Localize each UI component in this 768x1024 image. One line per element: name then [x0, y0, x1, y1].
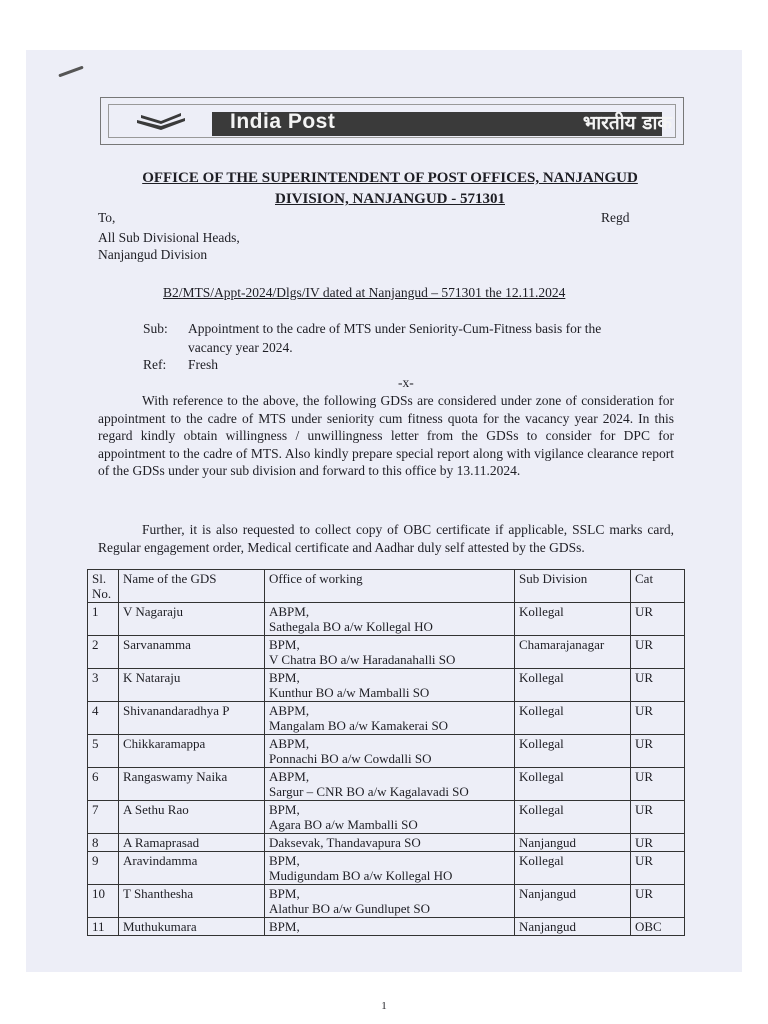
- cell-name: V Nagaraju: [119, 603, 265, 636]
- cell-sl: 3: [88, 669, 119, 702]
- cell-office: BPM,: [265, 918, 515, 936]
- cell-category: UR: [631, 801, 685, 834]
- reference-value: Fresh: [188, 357, 218, 372]
- cell-name: A Sethu Rao: [119, 801, 265, 834]
- cell-name: Chikkaramappa: [119, 735, 265, 768]
- cell-sl: 1: [88, 603, 119, 636]
- body-paragraph-2: Further, it is also requested to collect copy of OBC certificate if applicable, SSLC marks card, Regular engagement order, Medical certificate and Aadhar duly self attested by the GDSs.: [98, 522, 674, 555]
- cell-office: ABPM, Sargur – CNR BO a/w Kagalavadi SO: [265, 768, 515, 801]
- cell-sl: 9: [88, 852, 119, 885]
- header-name: Name of the GDS: [119, 570, 265, 603]
- table-header-row: [88, 570, 685, 603]
- cell-name: T Shanthesha: [119, 885, 265, 918]
- brand-name-hindi: भारतीय डाक: [582, 112, 672, 134]
- office-title-line1: OFFICE OF THE SUPERINTENDENT OF POST OFFICES, NANJANGUD: [142, 170, 638, 186]
- table-row: [88, 852, 685, 885]
- office-title-line2: DIVISION, NANJANGUD - 571301: [274, 191, 505, 207]
- table-row: [88, 603, 685, 636]
- memo-reference: B2/MTS/Appt-2024/Dlgs/IV dated at Nanjangud – 571301 the 12.11.2024: [163, 285, 566, 300]
- cell-category: UR: [631, 603, 685, 636]
- header-office: Office of working: [265, 570, 515, 603]
- cell-sub-division: Kollegal: [515, 852, 631, 885]
- cell-name: Aravindamma: [119, 852, 265, 885]
- cell-sl: 8: [88, 834, 119, 852]
- cell-category: UR: [631, 669, 685, 702]
- cell-sl: 11: [88, 918, 119, 936]
- cell-category: UR: [631, 768, 685, 801]
- cell-office: ABPM, Sathegala BO a/w Kollegal HO: [265, 603, 515, 636]
- cell-sub-division: Kollegal: [515, 702, 631, 735]
- gds-table: [87, 569, 685, 936]
- body-paragraph-1: With reference to the above, the following GDSs are considered under zone of consideration for appointment to the cadre of MTS under seniority cum fitness quota for the vacancy year 2024. In this regard kindly obtain willingness / unwillingness letter from the GDSs to consider for DPC for appointment to the cadre of MTS. Also kindly prepare special report along with vigilance clearance report of the GDSs under your sub division and forward to this office by 13.11.2024.: [98, 393, 674, 478]
- cell-sub-division: Chamarajanagar: [515, 636, 631, 669]
- cell-name: Sarvanamma: [119, 636, 265, 669]
- table-row: [88, 636, 685, 669]
- cell-category: UR: [631, 885, 685, 918]
- subject-label: Sub:: [143, 321, 168, 336]
- cell-category: UR: [631, 834, 685, 852]
- india-post-logo-icon: [135, 112, 187, 134]
- cell-office: Daksevak, Thandavapura SO: [265, 834, 515, 852]
- header-category: Cat: [631, 570, 685, 603]
- cell-name: K Nataraju: [119, 669, 265, 702]
- cell-office: ABPM, Ponnachi BO a/w Cowdalli SO: [265, 735, 515, 768]
- table-row: [88, 735, 685, 768]
- cell-name: Rangaswamy Naika: [119, 768, 265, 801]
- table-row: [88, 669, 685, 702]
- subject-line1: Appointment to the cadre of MTS under Seniority-Cum-Fitness basis for the: [188, 321, 602, 336]
- page-number: 1: [381, 1000, 387, 1012]
- cell-name: A Ramaprasad: [119, 834, 265, 852]
- cell-sub-division: Kollegal: [515, 768, 631, 801]
- table-row: [88, 768, 685, 801]
- cell-category: UR: [631, 735, 685, 768]
- subject-line2: vacancy year 2024.: [188, 340, 293, 355]
- cell-sl: 6: [88, 768, 119, 801]
- cell-sl: 5: [88, 735, 119, 768]
- cell-sub-division: Nanjangud: [515, 918, 631, 936]
- cell-office: BPM, V Chatra BO a/w Haradanahalli SO: [265, 636, 515, 669]
- cell-sl: 10: [88, 885, 119, 918]
- dispatch-mode: Regd: [601, 210, 630, 225]
- cell-office: BPM, Mudigundam BO a/w Kollegal HO: [265, 852, 515, 885]
- cell-category: UR: [631, 852, 685, 885]
- cell-office: BPM, Kunthur BO a/w Mamballi SO: [265, 669, 515, 702]
- header-sub-division: Sub Division: [515, 570, 631, 603]
- header-sl-no: Sl. No.: [88, 570, 119, 603]
- table-row: [88, 834, 685, 852]
- table-row: [88, 801, 685, 834]
- cell-name: Shivanandaradhya P: [119, 702, 265, 735]
- table-row: [88, 918, 685, 936]
- cell-office: BPM, Alathur BO a/w Gundlupet SO: [265, 885, 515, 918]
- table-row: [88, 702, 685, 735]
- address-line2: Nanjangud Division: [98, 247, 208, 262]
- cell-sub-division: Kollegal: [515, 735, 631, 768]
- cell-sub-division: Kollegal: [515, 669, 631, 702]
- reference-label: Ref:: [143, 357, 167, 372]
- separator: -x-: [398, 375, 414, 390]
- address-to: To,: [98, 210, 116, 225]
- address-line1: All Sub Divisional Heads,: [98, 230, 240, 245]
- cell-sub-division: Kollegal: [515, 801, 631, 834]
- cell-sub-division: Kollegal: [515, 603, 631, 636]
- brand-name-english: India Post: [230, 110, 336, 133]
- cell-office: BPM, Agara BO a/w Mamballi SO: [265, 801, 515, 834]
- cell-sl: 7: [88, 801, 119, 834]
- cell-sub-division: Nanjangud: [515, 834, 631, 852]
- table-row: [88, 885, 685, 918]
- cell-category: OBC: [631, 918, 685, 936]
- cell-office: ABPM, Mangalam BO a/w Kamakerai SO: [265, 702, 515, 735]
- cell-sl: 4: [88, 702, 119, 735]
- cell-name: Muthukumara: [119, 918, 265, 936]
- cell-category: UR: [631, 636, 685, 669]
- cell-sl: 2: [88, 636, 119, 669]
- cell-sub-division: Nanjangud: [515, 885, 631, 918]
- cell-category: UR: [631, 702, 685, 735]
